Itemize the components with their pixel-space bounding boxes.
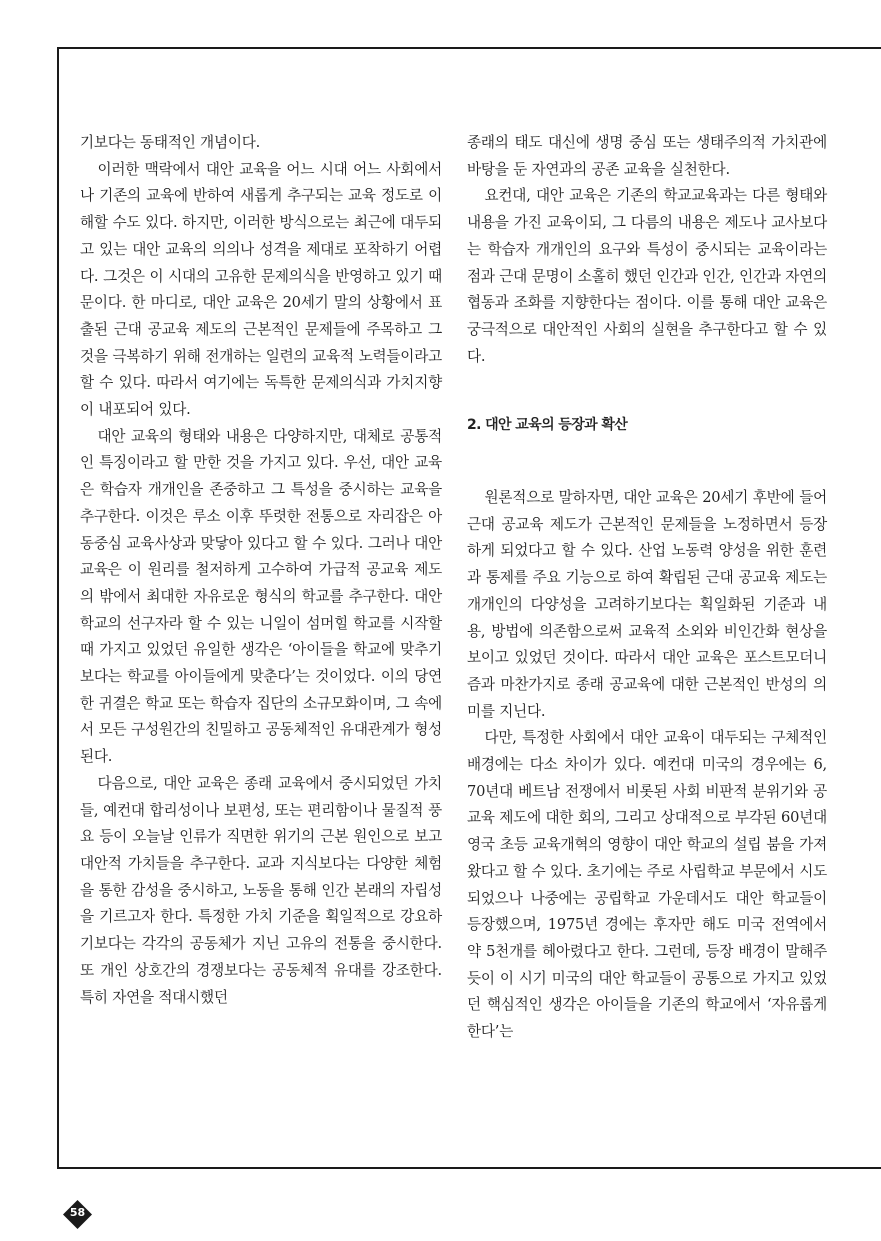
right-column	[467, 130, 827, 1046]
paragraph: 요컨대, 대안 교육은 기존의 학교교육과는 다른 형태와 내용을 가진 교육이되, 그 다름의 내용은 제도나 교사보다는 학습자 개개인의 요구와 특성이 중시되는 교육이라는 점과 근대 문명이 소홀히 했던 인간과 인간, 인간과 자연의 협동과 조화를 지향한다는 점이다. 이를 통해 대안 교육은 궁극적으로 대안적인 사회의 실현을 추구한다고 할 수 있다.	[467, 187, 827, 365]
paragraph: 다음으로, 대안 교육은 종래 교육에서 중시되었던 가치들, 예컨대 합리성이나 보편성, 또는 편리함이나 물질적 풍요 등이 오늘날 인류가 직면한 위기의 근본 원인으로 보고 대안적 가치들을 추구한다. 교과 지식보다는 다양한 체험을 통한 감성을 중시하고, 노동을 통해 인간 본래의 자립성을 기르고자 한다. 특정한 가치 기준을 획일적으로 강요하기보다는 각각의 공동체가 지닌 고유의 전통을 중시한다. 또 개인 상호간의 경쟁보다는 공동체적 유대를 강조한다. 특히 자연을 적대시했던	[80, 774, 442, 1006]
page-number: 58	[69, 1206, 86, 1219]
paragraph: 다만, 특정한 사회에서 대안 교육이 대두되는 구체적인 배경에는 다소 차이가 있다. 예컨대 미국의 경우에는 6, 70년대 베트남 전쟁에서 비롯된 사회 비판적 분위기와 공교육 제도에 대한 회의, 그리고 상대적으로 부각된 60년대 영국 초등 교육개혁의 영향이 대안 학교의 설립 붐을 가져왔다고 할 수 있다. 초기에는 주로 사립학교 부문에서 시도되었으나 나중에는 공립학교 가운데서도 대안 학교들이 등장했으며, 1975년 경에는 후자만 해도 미국 전역에서 약 5천개를 헤아렸다고 한다. 그런데, 등장 배경이 말해주듯이 이 시기 미국의 대안 학교들이 공통으로 가지고 있었던 핵심적인 생각은 아이들을 기존의 학교에서 ‘자유롭게 한다’는	[467, 729, 827, 1041]
paragraph: 대안 교육의 형태와 내용은 다양하지만, 대체로 공통적인 특징이라고 할 만한 것을 가지고 있다. 우선, 대안 교육은 학습자 개개인을 존중하고 그 특성을 중시하는 교육을 추구한다. 이것은 루소 이후 뚜렷한 전통으로 자리잡은 아동중심 교육사상과 맞닿아 있다고 할 수 있다. 그러나 대안 교육은 이 원리를 철저하게 고수하여 가급적 공교육 제도의 밖에서 최대한 자유로운 형식의 학교를 추구한다. 대안 학교의 선구자라 할 수 있는 니일이 섬머힐 학교를 시작할 때 가지고 있었던 유일한 생각은 ‘아이들을 학교에 맞추기보다는 학교를 아이들에게 맞춘다’는 것이었다. 이의 당연한 귀결은 학교 또는 학습자 집단의 소규모화이며, 그 속에서 모든 구성원간의 친밀하고 공동체적인 유대관계가 형성된다.	[80, 427, 442, 766]
page-number-badge	[63, 1200, 92, 1229]
paragraph: 원론적으로 말하자면, 대안 교육은 20세기 후반에 들어 근대 공교육 제도가 근본적인 문제들을 노정하면서 등장하게 되었다고 할 수 있다. 산업 노동력 양성을 위한 훈련과 통제를 주요 기능으로 하여 확립된 근대 공교육 제도는 개개인의 다양성을 고려하기보다는 획일화된 기준과 내용, 방법에 의존함으로써 교육적 소외와 비인간화 현상을 보이고 있었던 것이다. 따라서 대안 교육은 포스트모더니즘과 마찬가지로 종래 공교육에 대한 근본적인 반성의 의미를 지닌다.	[467, 489, 827, 720]
section-heading: 2. 대안 교육의 등장과 확산	[467, 417, 628, 434]
paragraph-continued: 종래의 태도 대신에 생명 중심 또는 생태주의적 가치관에 바탕을 둔 자연과의 공존 교육을 실천한다.	[467, 134, 827, 178]
paragraph-continued: 기보다는 동태적인 개념이다.	[80, 134, 261, 151]
left-column	[80, 130, 442, 1011]
paragraph: 이러한 맥락에서 대안 교육을 어느 시대 어느 사회에서나 기존의 교육에 반하여 새롭게 추구되는 교육 정도로 이해할 수도 있다. 하지만, 이러한 방식으로는 최근에 대두되고 있는 대안 교육의 의의나 성격을 제대로 포착하기 어렵다. 그것은 이 시대의 고유한 문제의식을 반영하고 있기 때문이다. 한 마디로, 대안 교육은 20세기 말의 상황에서 표출된 근대 공교육 제도의 근본적인 문제들에 주목하고 그것을 극복하기 위해 전개하는 일련의 교육적 노력들이라고 할 수 있다. 따라서 여기에는 독특한 문제의식과 가치지향이 내포되어 있다.	[80, 160, 442, 419]
